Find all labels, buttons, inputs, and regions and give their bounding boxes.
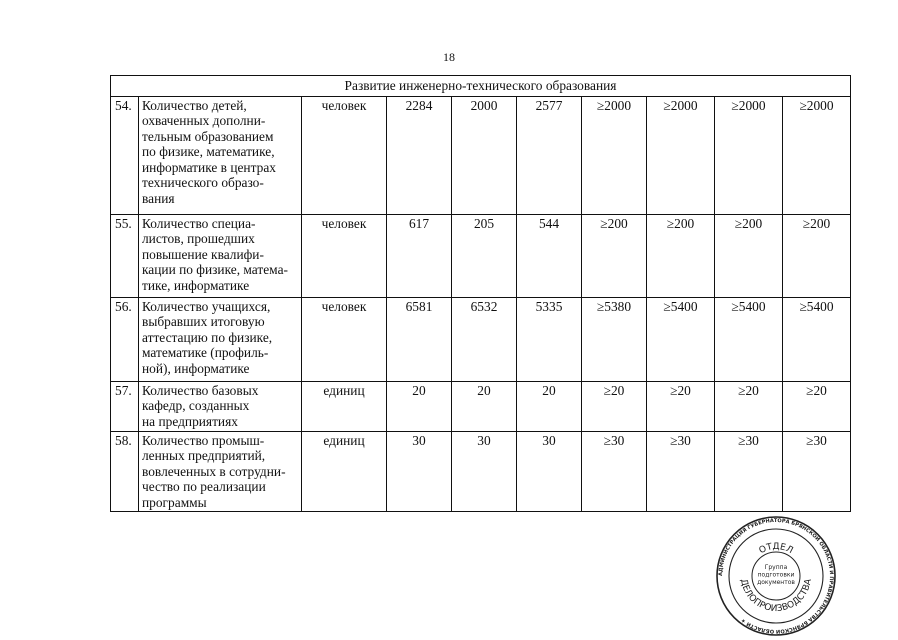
row-number: 55.	[111, 214, 139, 297]
indicator-name-line: Количество учащихся,	[142, 298, 271, 314]
value-cell: 2284	[387, 96, 452, 214]
table-row	[111, 96, 851, 214]
indicator-name-line: выбравших итоговую	[142, 314, 265, 329]
value-cell: 544	[517, 214, 582, 297]
indicator-name-line: Количество детей,	[142, 97, 247, 113]
indicator-name-line: охваченных дополни-	[142, 113, 266, 128]
department-stamp	[716, 516, 836, 636]
unit-cell: человек	[302, 297, 387, 381]
table-row	[111, 297, 851, 381]
indicator-name-line: кации по физике, матема-	[142, 262, 288, 277]
indicator-name	[139, 381, 302, 431]
indicator-name-line: кафедр, созданных	[142, 398, 250, 413]
value-cell: 30	[387, 431, 452, 512]
value-cell: ≥30	[582, 431, 647, 512]
value-cell: ≥5400	[647, 297, 715, 381]
stamp-ring-bottom-text: ДЕЛОПРОИЗВОДСТВА	[738, 578, 814, 615]
value-cell: 20	[452, 381, 517, 431]
value-cell: ≥2000	[715, 96, 783, 214]
value-cell: 30	[517, 431, 582, 512]
indicator-name-line: чество по реализации	[142, 479, 266, 494]
indicator-name-line: Количество специа-	[142, 215, 256, 231]
value-cell: 20	[517, 381, 582, 431]
indicator-name-line: Количество базовых	[142, 382, 259, 398]
svg-text:ОТДЕЛ	[758, 542, 795, 556]
indicator-name-line: аттестацию по физике,	[142, 329, 273, 345]
indicator-name-line: вовлеченных в сотрудни-	[142, 463, 286, 479]
indicator-name-line: тике, информатике	[142, 277, 250, 293]
value-cell: ≥5400	[715, 297, 783, 381]
section-row	[111, 76, 851, 97]
value-cell: ≥2000	[647, 96, 715, 214]
value-cell: ≥2000	[582, 96, 647, 214]
value-cell: ≥30	[647, 431, 715, 512]
row-number: 54.	[111, 96, 139, 214]
section-title: Развитие инженерно-технического образования	[111, 76, 851, 97]
page-number: 18	[443, 50, 455, 64]
value-cell: 6532	[452, 297, 517, 381]
unit-cell: человек	[302, 214, 387, 297]
value-cell: ≥20	[582, 381, 647, 431]
table-row	[111, 214, 851, 297]
row-number: 58.	[111, 431, 139, 512]
unit-cell: человек	[302, 96, 387, 214]
unit-cell: единиц	[302, 381, 387, 431]
value-cell: 5335	[517, 297, 582, 381]
value-cell: 617	[387, 214, 452, 297]
value-cell: 2577	[517, 96, 582, 214]
value-cell: 2000	[452, 96, 517, 214]
indicator-name-line: по физике, математике,	[142, 144, 275, 159]
indicator-name-line: на предприятиях	[142, 413, 238, 429]
row-number: 56.	[111, 297, 139, 381]
value-cell: ≥200	[715, 214, 783, 297]
indicator-name	[139, 214, 302, 297]
value-cell: ≥5400	[783, 297, 851, 381]
indicator-name-line: вания	[142, 190, 175, 206]
stamp-outer-text: АДМИНИСТРАЦИЯ ГУБЕРНАТОРА БРЯНСКОЙ ОБЛАСТИ И ПРАВИТЕЛЬСТВА БРЯНСКОЙ ОБЛАСТИ ★	[717, 517, 835, 635]
indicator-name-line: ной), информатике	[142, 360, 250, 376]
value-cell: ≥200	[647, 214, 715, 297]
indicator-name-line: Количество промыш-	[142, 432, 265, 448]
row-number: 57.	[111, 381, 139, 431]
value-cell: ≥200	[582, 214, 647, 297]
value-cell: ≥30	[715, 431, 783, 512]
indicator-name-line: повышение квалифи-	[142, 246, 264, 262]
value-cell: ≥20	[647, 381, 715, 431]
table-row	[111, 431, 851, 512]
stamp-center-text: Группа подготовки документов	[757, 564, 795, 586]
value-cell: ≥200	[783, 214, 851, 297]
value-cell: 30	[452, 431, 517, 512]
indicator-name-line: тельным образованием	[142, 128, 274, 144]
indicator-name	[139, 297, 302, 381]
indicator-name-line: программы	[142, 494, 207, 510]
value-cell: ≥30	[783, 431, 851, 512]
value-cell: ≥20	[783, 381, 851, 431]
value-cell: 20	[387, 381, 452, 431]
value-cell: ≥2000	[783, 96, 851, 214]
value-cell: ≥20	[715, 381, 783, 431]
indicator-name-line: технического образо-	[142, 175, 264, 190]
indicators-table	[110, 75, 851, 512]
indicator-name	[139, 431, 302, 512]
indicator-name-line: ленных предприятий,	[142, 448, 266, 463]
indicator-name-line: листов, прошедших	[142, 231, 255, 246]
indicator-name-line: математике (профиль-	[142, 345, 269, 360]
value-cell: 205	[452, 214, 517, 297]
unit-cell: единиц	[302, 431, 387, 512]
indicator-name	[139, 96, 302, 214]
table-row	[111, 381, 851, 431]
indicator-name-line: информатике в центрах	[142, 159, 276, 175]
value-cell: ≥5380	[582, 297, 647, 381]
value-cell: 6581	[387, 297, 452, 381]
stamp-ring-top-text: ОТДЕЛ	[757, 541, 795, 557]
